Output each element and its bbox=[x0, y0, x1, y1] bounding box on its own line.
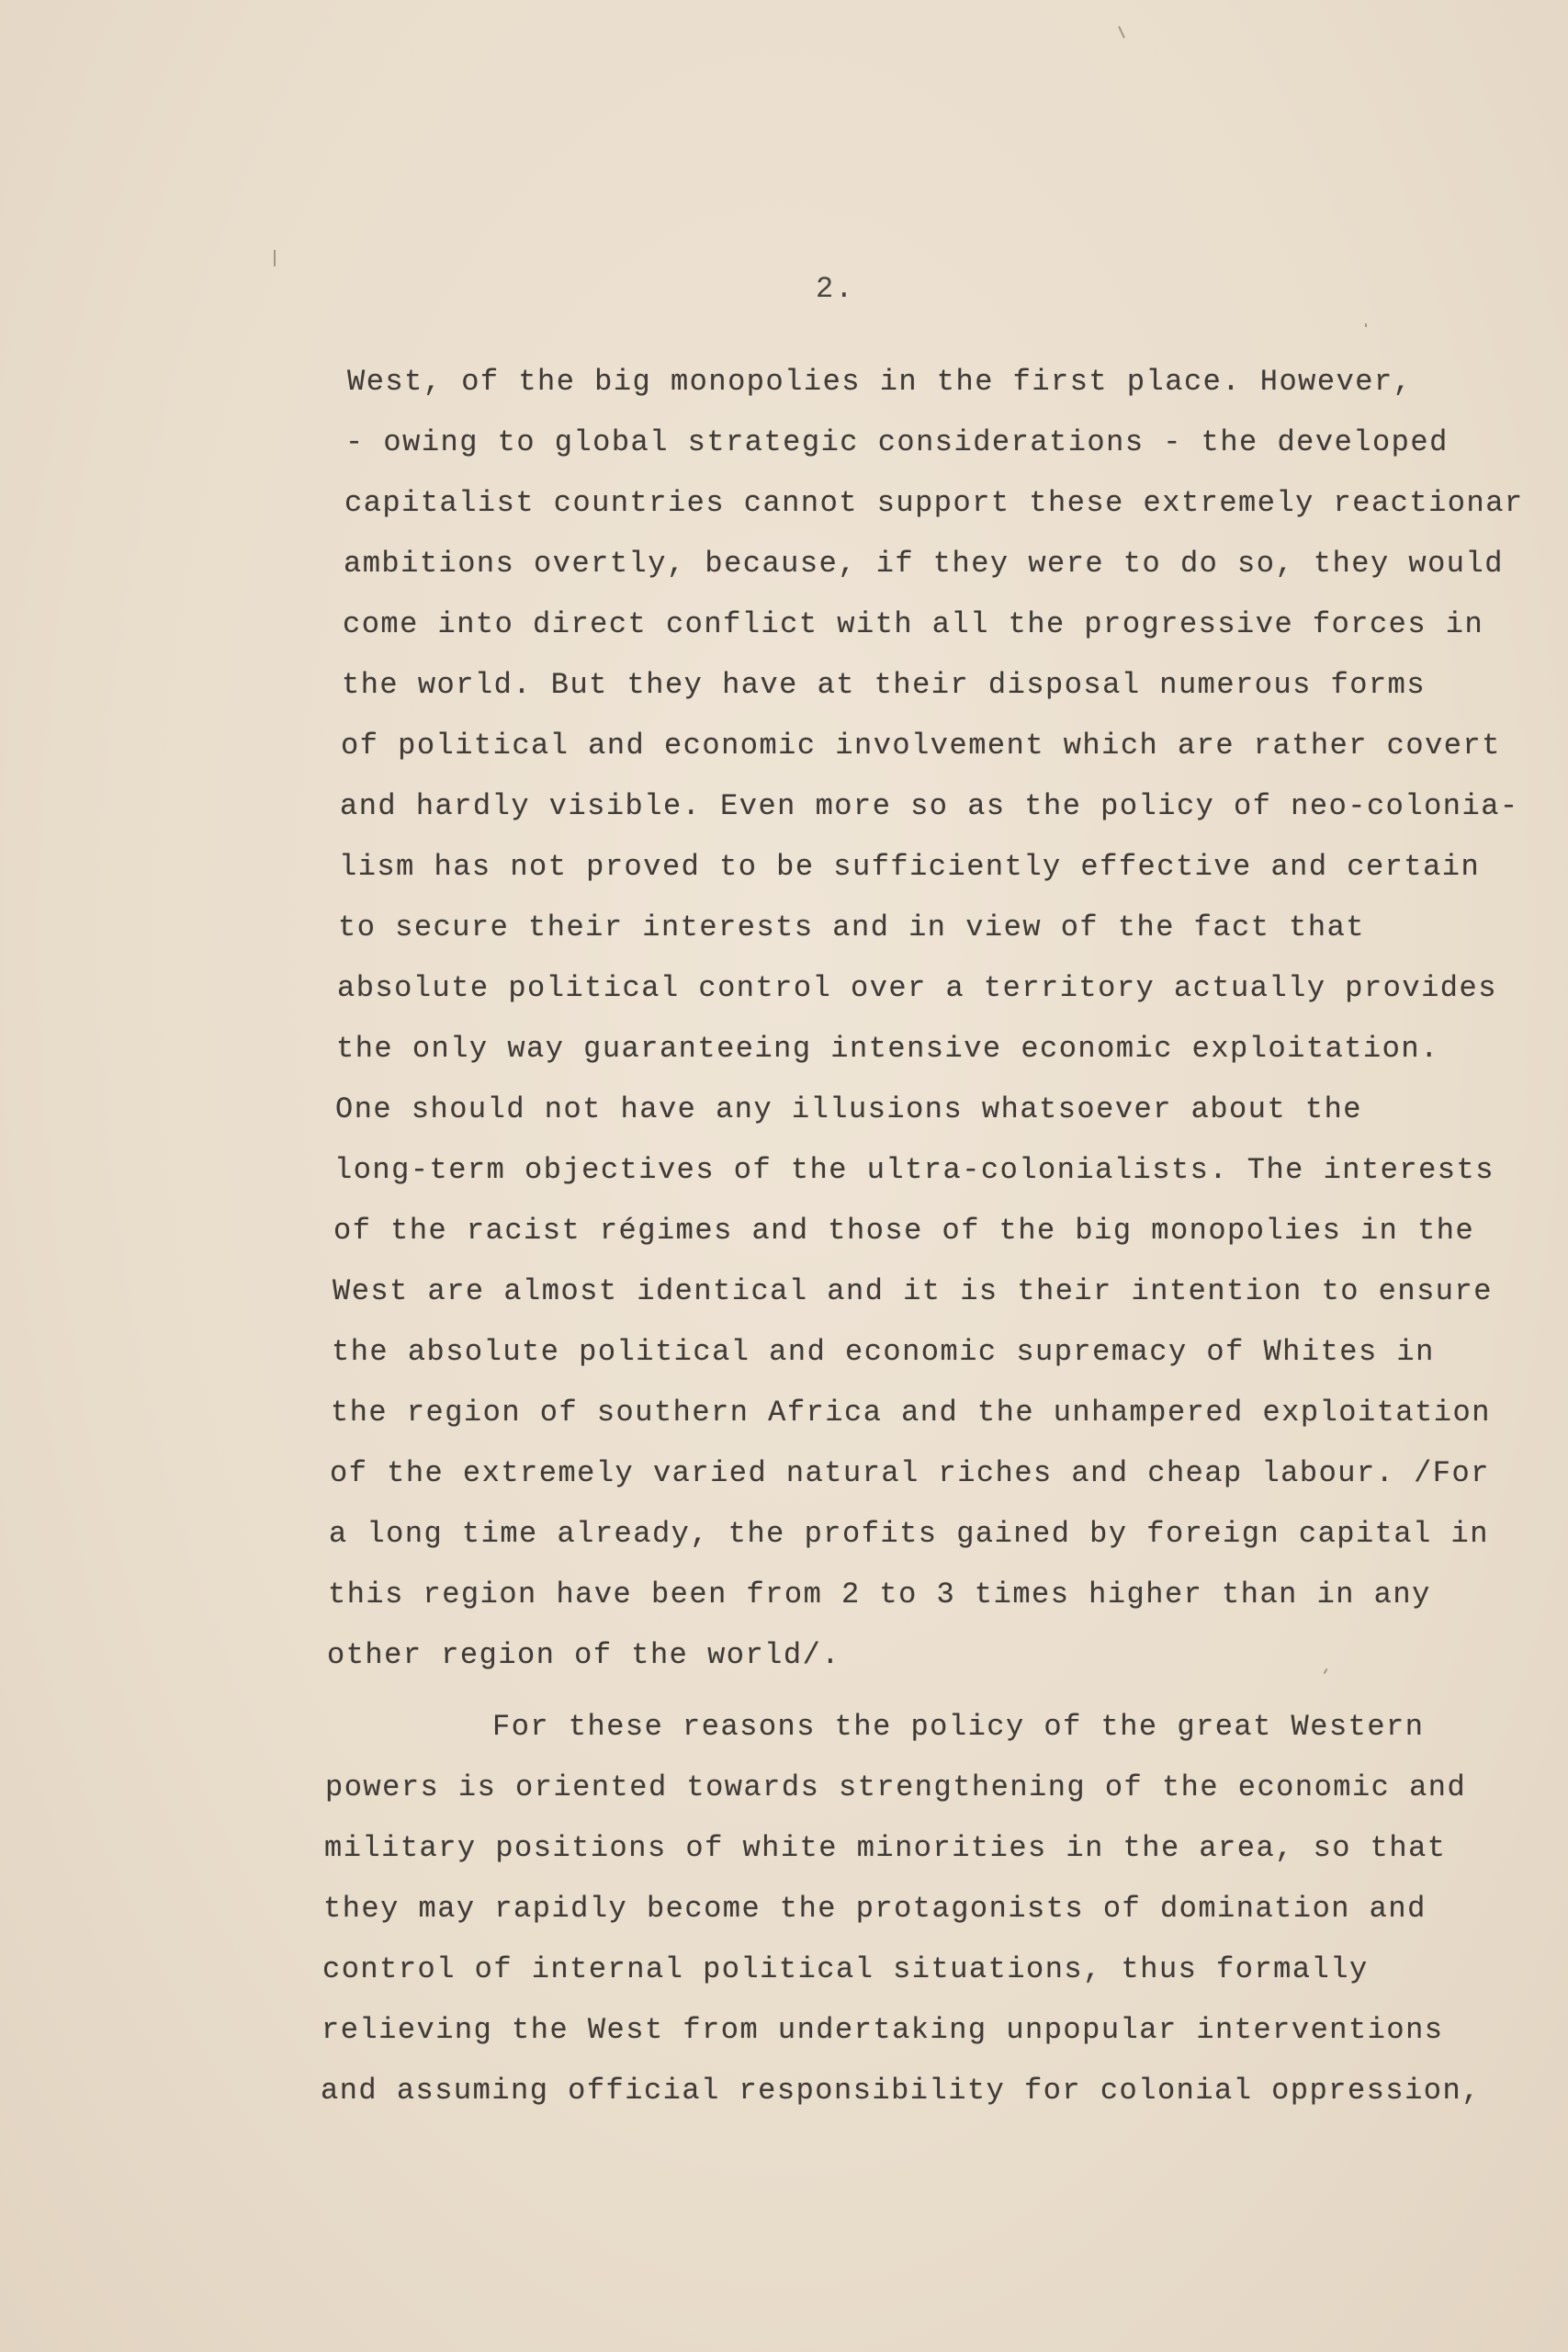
text-line: of political and economic involvement which are rather covert bbox=[341, 729, 1501, 763]
text-line: absolute political control over a territory actually provides bbox=[337, 971, 1497, 1005]
text-line: lism has not proved to be sufficiently effective and certain bbox=[339, 850, 1481, 884]
text-line: of the racist régimes and those of the big monopolies in the bbox=[333, 1214, 1475, 1248]
text-line: they may rapidly become the protagonists of domination and bbox=[323, 1892, 1427, 1926]
text-line: relieving the West from undertaking unpopular interventions bbox=[321, 2013, 1444, 2047]
text-line: the region of southern Africa and the unhampered exploitation bbox=[331, 1396, 1491, 1430]
text-line: a long time already, the profits gained by foreign capital in bbox=[329, 1517, 1489, 1551]
text-line: capitalist countries cannot support these extremely reactionar bbox=[344, 486, 1524, 520]
text-line: of the extremely varied natural riches and cheap labour. /For bbox=[330, 1456, 1490, 1490]
text-line: powers is oriented towards strengthening of the economic and bbox=[325, 1770, 1467, 1804]
text-line: come into direct conflict with all the progressive forces in bbox=[343, 607, 1484, 641]
text-line: - owing to global strategic considerations - the developed bbox=[345, 425, 1449, 459]
paper-speck bbox=[1365, 323, 1367, 327]
text-line: the world. But they have at their disposal numerous forms bbox=[342, 668, 1427, 702]
text-line: the absolute political and economic supremacy of Whites in bbox=[332, 1335, 1435, 1369]
text-line: West, of the big monopolies in the first place. However, bbox=[347, 365, 1413, 399]
text-line: For these reasons the policy of the great Western bbox=[492, 1710, 1425, 1744]
text-line: and assuming official responsibility for colonial oppression, bbox=[321, 2074, 1481, 2108]
text-line: control of internal political situations, thus formally bbox=[322, 1952, 1369, 1986]
text-line: this region have been from 2 to 3 times higher than in any bbox=[328, 1577, 1431, 1611]
text-line: the only way guaranteeing intensive economic exploitation. bbox=[336, 1032, 1439, 1066]
text-line: military positions of white minorities in the area, so that bbox=[324, 1831, 1447, 1865]
page-number: 2. bbox=[816, 272, 855, 306]
text-line: West are almost identical and it is their intention to ensure bbox=[333, 1274, 1493, 1308]
text-line: and hardly visible. Even more so as the policy of neo-colonia- bbox=[340, 789, 1519, 823]
text-line: ambitions overtly, because, if they were to do so, they would bbox=[344, 547, 1504, 581]
text-line: other region of the world/. bbox=[327, 1638, 840, 1672]
text-line: to secure their interests and in view of the fact that bbox=[338, 910, 1365, 944]
text-line: long-term objectives of the ultra-colonialists. The interests bbox=[334, 1153, 1495, 1187]
paper-speck bbox=[274, 250, 276, 266]
text-line: One should not have any illusions whatsoever about the bbox=[335, 1092, 1362, 1126]
